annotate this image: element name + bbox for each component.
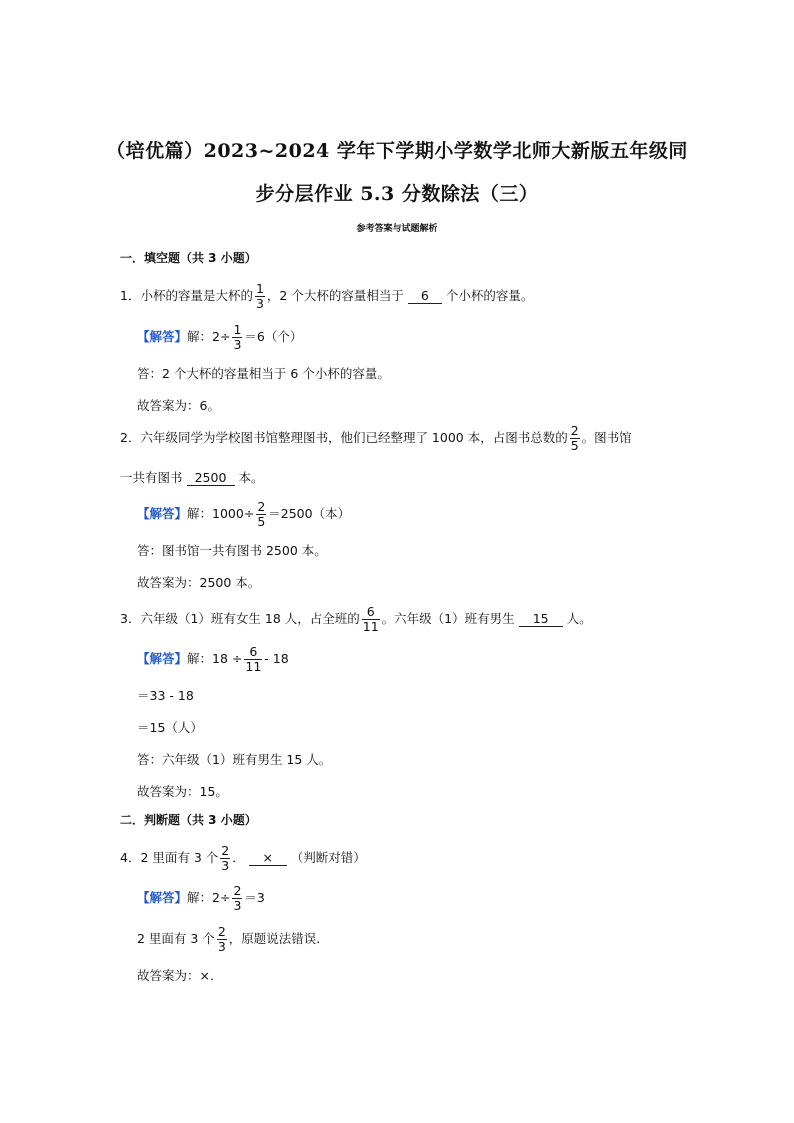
section-heading-true-false: 二．判断题（共 3 小题） <box>120 813 257 827</box>
q3-solution-fraction <box>244 645 262 674</box>
q4-frac-numerator: 2 <box>221 843 230 858</box>
q3-sol-numerator: 6 <box>244 645 262 660</box>
q4-reply-suffix: ，原题说法错误． <box>228 931 329 946</box>
q3-solution <box>137 645 289 674</box>
q2-answer-blank: 2500 <box>187 471 235 486</box>
q3-reply: 答：六年级（1）班有男生 15 人。 <box>137 752 332 767</box>
q2-text-prefix: 2．六年级同学为学校图书馆整理图书，他们已经整理了 1000 本，占图书总数的 <box>120 430 568 445</box>
q4-text-tail: （判断对错） <box>290 850 366 865</box>
q1-solution-prefix: 解：2÷ <box>187 329 231 344</box>
q2-solution-fraction <box>256 500 266 529</box>
q1-solution <box>137 323 302 352</box>
q4-reply-fraction <box>217 925 227 954</box>
q4-solution-fraction <box>232 884 242 913</box>
q4-sol-denominator: 3 <box>233 898 242 913</box>
q1-text-prefix: 1．小杯的容量是大杯的 <box>120 288 253 303</box>
q4-reply <box>137 925 329 954</box>
q3-solution-rest: - 18 <box>264 651 289 666</box>
q3-answer-tag: 【解答】 <box>137 651 188 666</box>
q2-sol-denominator: 5 <box>257 514 266 529</box>
q4-text-prefix: 4．2 里面有 3 个 <box>120 850 219 865</box>
q1-fraction <box>255 282 265 311</box>
q1-frac-numerator: 1 <box>255 281 264 296</box>
q2-frac-denominator: 5 <box>570 438 579 453</box>
q2-frac-numerator: 2 <box>570 423 579 438</box>
q4-text-suffix: ． <box>232 850 245 865</box>
section-heading-fill-in: 一．填空题（共 3 小题） <box>120 251 257 265</box>
q2-solution <box>137 500 350 529</box>
q2-final-answer: 故答案为：2500 本。 <box>137 575 261 590</box>
q2-solution-prefix: 解：1000÷ <box>187 506 255 521</box>
q3-solution-prefix: 解：18 ÷ <box>187 651 243 666</box>
q1-text-tail: 个小杯的容量。 <box>445 288 534 303</box>
q1-answer-tag: 【解答】 <box>137 329 188 344</box>
q1-reply: 答：2 个大杯的容量相当于 6 个小杯的容量。 <box>137 366 390 381</box>
document-subtitle: 参考答案与试题解析 <box>356 224 438 234</box>
q3-fraction <box>362 605 380 634</box>
q2-line2-prefix: 一共有图书 <box>120 470 183 485</box>
q4-sol-numerator: 2 <box>233 883 242 898</box>
q4-final-answer: 故答案为：×． <box>137 968 223 983</box>
q2-answer-tag: 【解答】 <box>137 506 188 521</box>
q4-reply-denominator: 3 <box>217 939 226 954</box>
q4-solution-prefix: 解：2÷ <box>187 890 231 905</box>
q3-sol-denominator: 11 <box>245 659 262 674</box>
q4-reply-numerator: 2 <box>217 924 226 939</box>
document-title-line-2: 步分层作业 5.3 分数除法（三） <box>255 183 539 205</box>
q2-sol-numerator: 2 <box>257 499 266 514</box>
document-title-line-1: （培优篇）2023~2024 学年下学期小学数学北师大新版五年级同 <box>106 140 688 162</box>
q3-step-2: ＝33 - 18 <box>137 688 194 703</box>
q3-text-suffix: 。六年级（1）班有男生 <box>381 611 515 626</box>
q1-final-answer: 故答案为：6。 <box>137 398 220 413</box>
q1-answer-blank: 6 <box>408 289 442 304</box>
q3-answer-blank: 15 <box>519 612 563 627</box>
q4-frac-denominator: 3 <box>221 858 230 873</box>
q2-text-suffix: 。图书馆 <box>581 430 632 445</box>
q4-answer-tag: 【解答】 <box>137 890 188 905</box>
q4-fraction <box>220 844 230 873</box>
q4-reply-prefix: 2 里面有 3 个 <box>137 931 215 946</box>
q2-reply: 答：图书馆一共有图书 2500 本。 <box>137 543 327 558</box>
q4-solution-result: ＝3 <box>244 890 265 905</box>
question-3 <box>120 605 592 634</box>
q4-solution <box>137 884 265 913</box>
q1-sol-numerator: 1 <box>233 322 242 337</box>
question-1 <box>120 282 533 311</box>
q1-text-suffix: ，2 个大杯的容量相当于 <box>266 288 404 303</box>
q1-frac-denominator: 3 <box>255 296 264 311</box>
q3-step-3: ＝15（人） <box>137 720 203 735</box>
q2-solution-result: ＝2500（本） <box>268 506 351 521</box>
q3-frac-numerator: 6 <box>362 605 380 620</box>
q3-frac-denominator: 11 <box>362 619 379 634</box>
question-2 <box>120 424 632 453</box>
q4-answer-blank: × <box>249 851 287 866</box>
q1-solution-fraction <box>232 323 242 352</box>
q2-text-tail: 本。 <box>238 470 264 485</box>
q3-text-tail: 人。 <box>566 611 592 626</box>
q1-solution-result: ＝6（个） <box>244 329 303 344</box>
q2-fraction <box>570 424 580 453</box>
question-4 <box>120 844 366 873</box>
q3-text-prefix: 3．六年级（1）班有女生 18 人，占全班的 <box>120 611 360 626</box>
q1-sol-denominator: 3 <box>233 337 242 352</box>
question-2-line-2 <box>120 468 264 486</box>
q3-final-answer: 故答案为：15。 <box>137 784 228 799</box>
